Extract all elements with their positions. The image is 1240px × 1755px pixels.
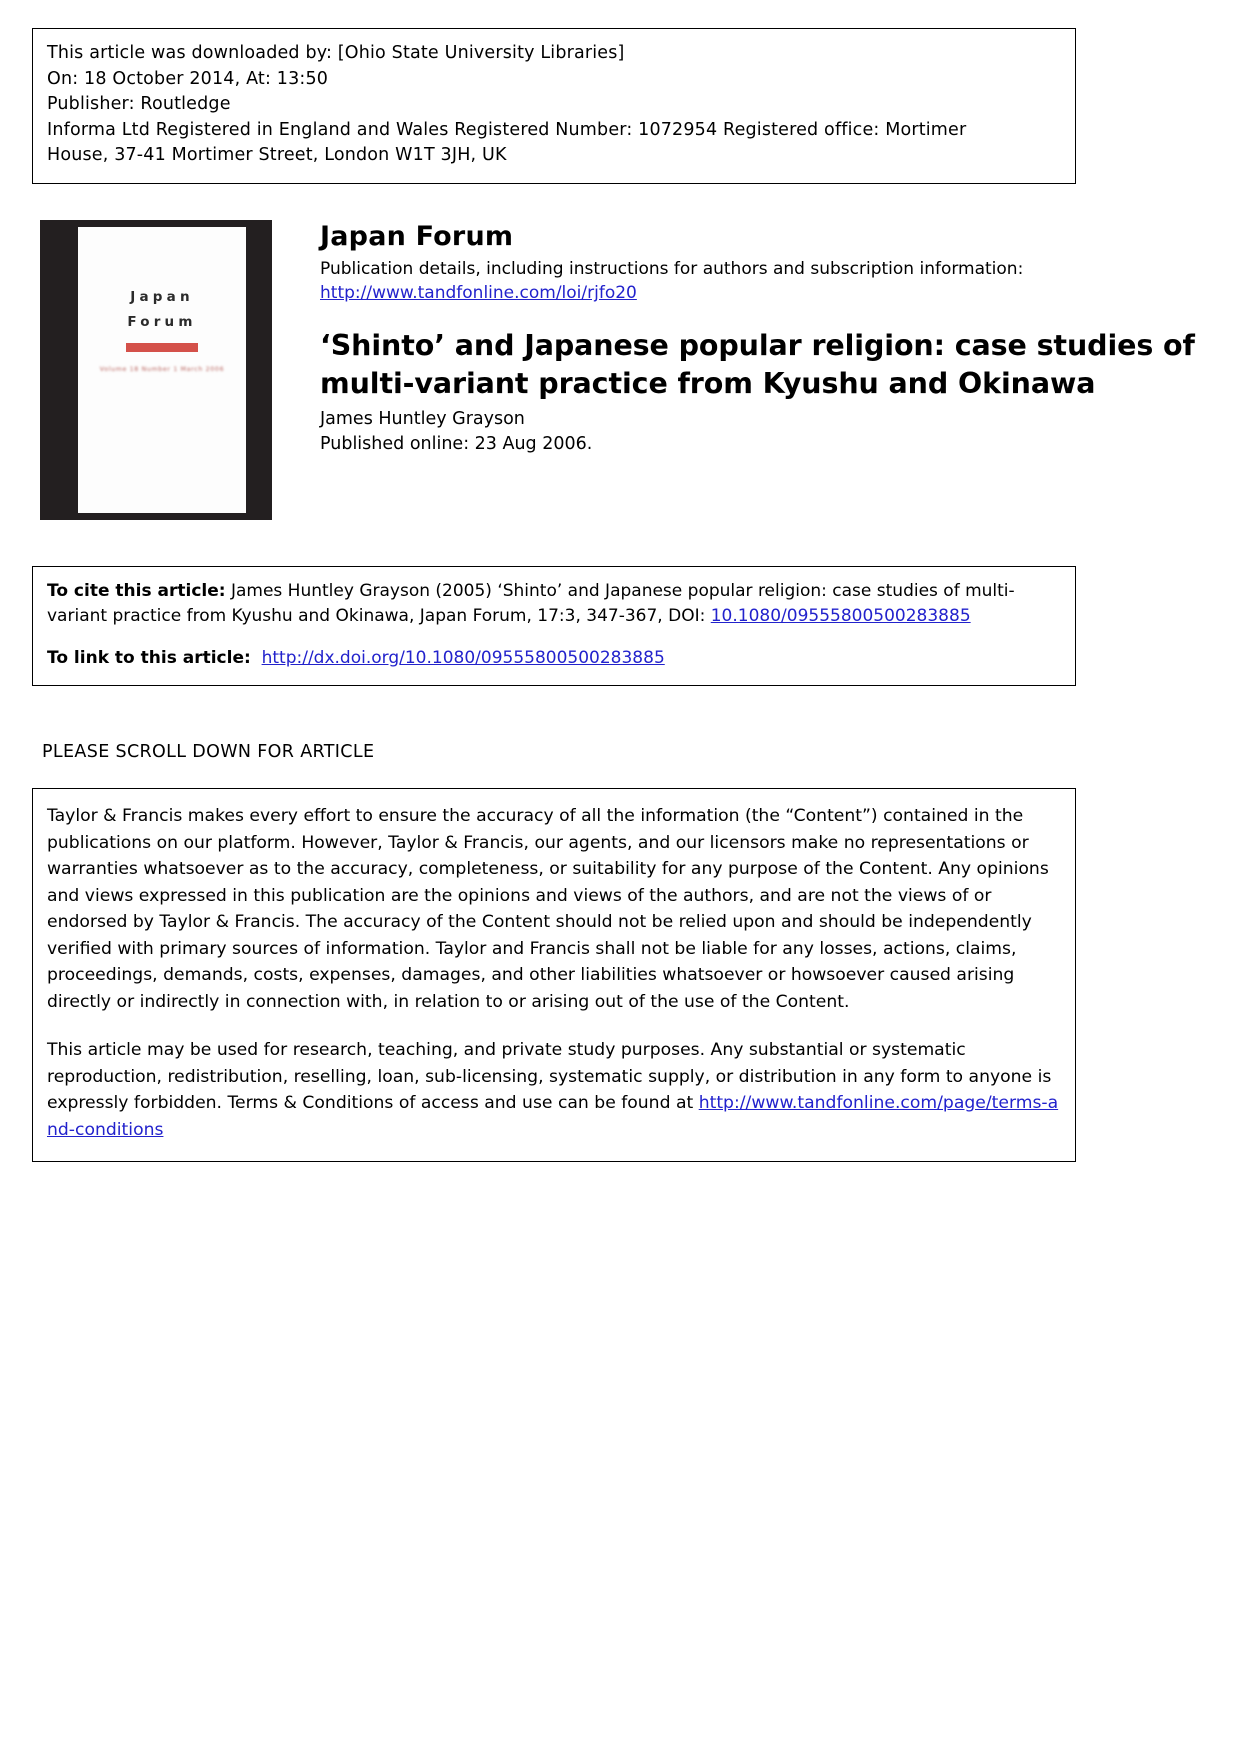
article-title: ‘Shinto’ and Japanese popular religion: case studies of multi-variant practice from Kyushu and Okinawa: [320, 329, 1195, 401]
banner-line-date: On: 18 October 2014, At: 13:50: [47, 68, 329, 89]
journal-cover-face: [78, 227, 246, 513]
journal-title: Japan Forum: [320, 220, 514, 252]
journal-metadata: [320, 220, 1208, 458]
journal-cover-title: [78, 285, 246, 335]
link-to-article-line: [47, 646, 1061, 672]
cite-this-article-line: [47, 579, 1061, 630]
banner-line-registration-1: Informa Ltd Registered in England and Wales Registered Number: 1072954 Registered office: Mortimer: [47, 119, 967, 140]
cite-this-article-text: James Huntley Grayson (2005) ‘Shinto’ and Japanese popular religion: case studies of multi-variant practice from Kyushu and Okinawa, Japan Forum, 17:3, 347-367, DOI:: [47, 580, 1015, 626]
terms-and-conditions-box: [32, 788, 1076, 1162]
download-info-banner: [32, 28, 1076, 184]
journal-cover-accent-bar: [126, 343, 198, 352]
publication-details-text: Publication details, including instructions for authors and subscription information:: [320, 259, 1024, 280]
terms-usage-text: This article may be used for research, teaching, and private study purposes. Any substantial or systematic reproduction, redistribution, reselling, loan, sub-licensing, systematic supply, or distribution in any form to anyone is expressly forbidden. Terms & Conditions of access and use can be found at: [47, 1040, 1052, 1113]
citation-box: [32, 566, 1076, 687]
article-author: James Huntley Grayson: [320, 409, 525, 430]
terms-paragraph-accuracy: Taylor & Francis makes every effort to ensure the accuracy of all the information (the “Content”) contained in the publications on our platform. However, Taylor & Francis, our agents, and our licensors make no representations or warranties whatsoever as to the accuracy, completeness, or suitability for any purpose of the Content. Any opinions and views expressed in this publication are the opinions and views of the authors, and are not the views of or endorsed by Taylor & Francis. The accuracy of the Content should not be relied upon and should be independently verified with primary sources of information. Taylor and Francis shall not be liable for any losses, actions, claims, proceedings, demands, costs, expenses, damages, and other liabilities whatsoever or howsoever caused arising directly or indirectly in connection with, in relation to or arising out of the use of the Content.: [47, 806, 1049, 1012]
publication-details-link-wrap: [320, 281, 1208, 305]
journal-cover-image: [40, 220, 272, 520]
banner-line-publisher: Publisher: Routledge: [47, 94, 231, 114]
terms-and-conditions-link[interactable]: http://www.tandfonline.com/page/terms-and-conditions: [47, 1093, 1059, 1140]
journal-cover-title-line2: Forum: [127, 313, 197, 330]
doi-link[interactable]: 10.1080/09555800500283885: [710, 606, 971, 626]
cite-this-article-label: To cite this article:: [47, 580, 226, 601]
article-doi-url-link[interactable]: http://dx.doi.org/10.1080/09555800500283885: [261, 647, 665, 668]
journal-homepage-link[interactable]: http://www.tandfonline.com/loi/rjfo20: [320, 283, 637, 304]
link-to-article-label: To link to this article:: [47, 647, 251, 668]
banner-line-downloaded-by: This article was downloaded by: [Ohio State University Libraries]: [47, 43, 625, 63]
terms-paragraph-usage: [47, 1037, 1061, 1143]
article-published-online: Published online: 23 Aug 2006.: [320, 434, 593, 455]
journal-meta-row: [32, 220, 1208, 520]
journal-cover-issue-line: Volume 18 Number 1 March 2006: [99, 365, 225, 373]
scroll-down-notice: PLEASE SCROLL DOWN FOR ARTICLE: [42, 742, 375, 762]
journal-cover-title-line1: Japan: [130, 288, 194, 305]
banner-line-registration-2: House, 37-41 Mortimer Street, London W1T 3JH, UK: [47, 145, 507, 165]
